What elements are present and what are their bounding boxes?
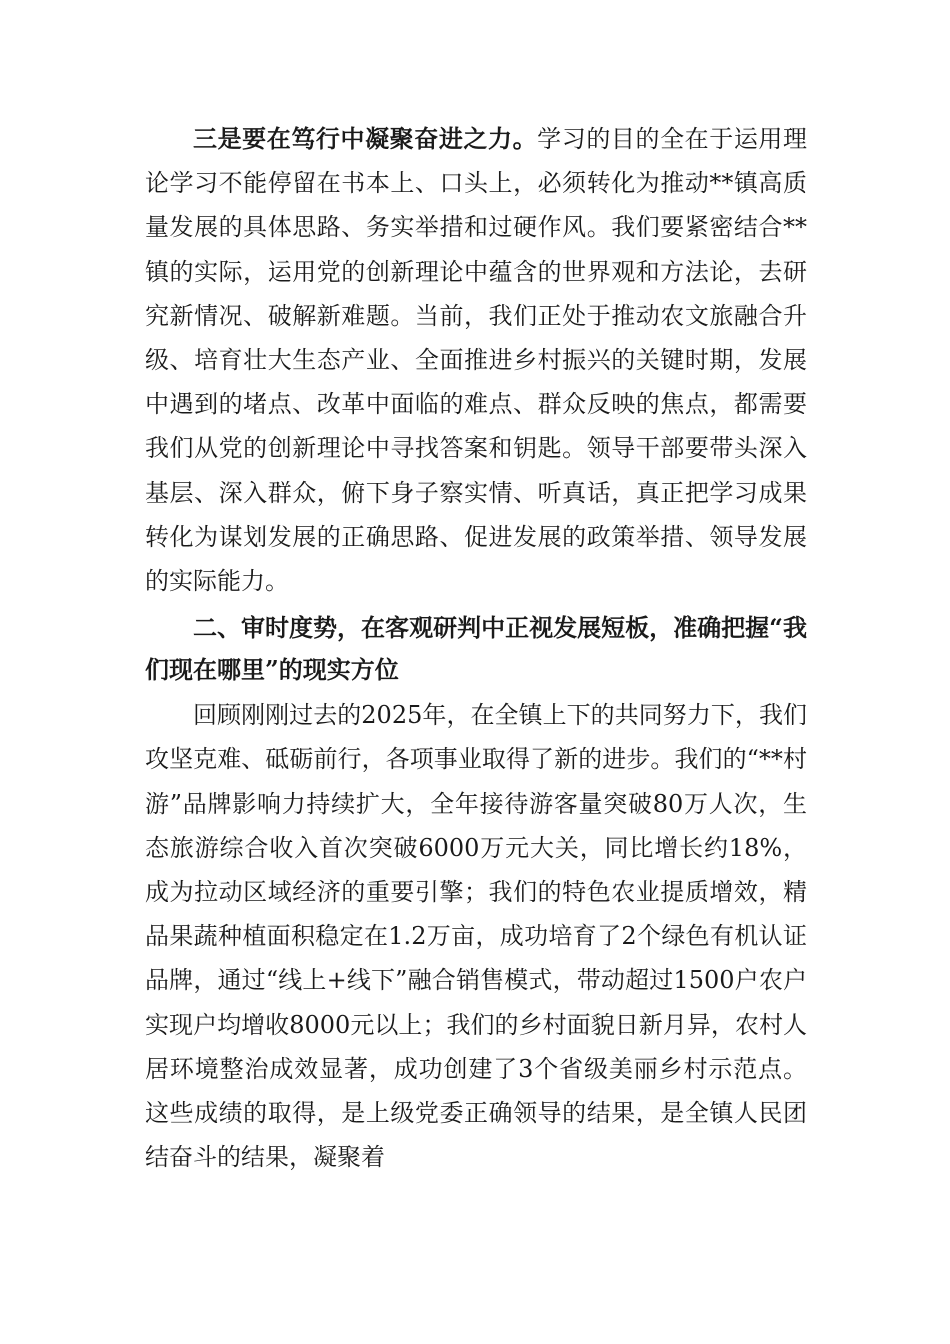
document-body [145, 117, 807, 1179]
paragraph-review: 回顾刚刚过去的2025年，在全镇上下的共同努力下，我们攻坚克难、砥砺前行，各项事业取得了新的进步。我们的“**村游”品牌影响力持续扩大，全年接待游客量突破80万人次，生态旅游综合收入首次突破6000万元大关，同比增长约18%，成为拉动区域经济的重要引擎；我们的特色农业提质增效，精品果蔬种植面积稳定在1.2万亩，成功培育了2个绿色有机认证品牌，通过“线上+线下”融合销售模式，带动超过1500户农户实现户均增收8000元以上；我们的乡村面貌日新月异，农村人居环境整治成效显著，成功创建了3个省级美丽乡村示范点。这些成绩的取得，是上级党委正确领导的结果，是全镇人民团结奋斗的结果，凝聚着 [145, 701, 807, 1172]
section-heading-block [145, 607, 807, 691]
paragraph-lead: 三是要在笃行中凝聚奋进之力。 [193, 124, 538, 153]
paragraph-practice [145, 117, 807, 603]
section-heading: 二、审时度势，在客观研判中正视发展短板，准确把握“我们现在哪里”的现实方位 [145, 613, 807, 685]
paragraph-text: 学习的目的全在于运用理论学习不能停留在书本上、口头上，必须转化为推动**镇高质量发展的具体思路、务实举措和过硬作风。我们要紧密结合**镇的实际，运用党的创新理论中蕴含的世界观和方法论，去研究新情况、破解新难题。当前，我们正处于推动农文旅融合升级、培育壮大生态产业、全面推进乡村振兴的关键时期，发展中遇到的堵点、改革中面临的难点、群众反映的焦点，都需要我们从党的创新理论中寻找答案和钥匙。领导干部要带头深入基层、深入群众，俯下身子察实情、听真话，真正把学习成果转化为谋划发展的正确思路、促进发展的政策举措、领导发展的实际能力。 [145, 125, 808, 596]
